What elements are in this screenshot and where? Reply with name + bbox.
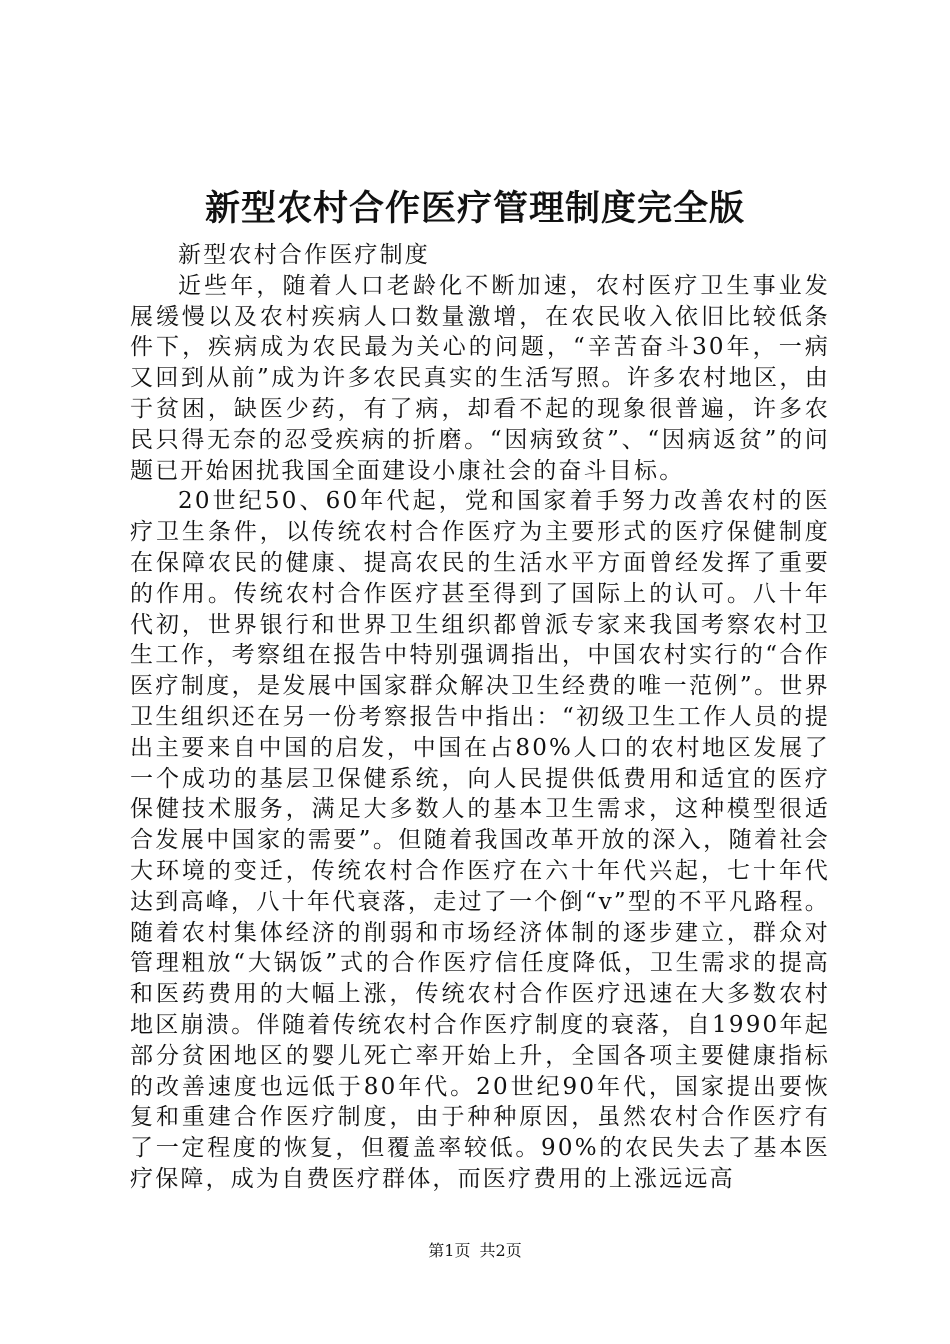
page-total: 共2页	[479, 1241, 522, 1260]
page-number: 第1页	[428, 1241, 471, 1260]
body-paragraph: 20世纪50、60年代起，党和国家着手努力改善农村的医疗卫生条件，以传统农村合作医疗为主要形式的医疗保健制度在保障农民的健康、提高农民的生活水平方面曾经发挥了重要的作用。传统农村合作医疗甚至得到了国际上的认可。八十年代初，世界银行和世界卫生组织都曾派专家来我国考察农村卫生工作，考察组在报告中特别强调指出，中国农村实行的“合作医疗制度，是发展中国家群众解决卫生经费的唯一范例”。世界卫生组织还在另一份考察报告中指出：“初级卫生工作人员的提出主要来自中国的启发，中国在占80%人口的农村地区发展了一个成功的基层卫保健系统，向人民提供低费用和适宜的医疗保健技术服务，满足大多数人的基本卫生需求，这种模型很适合发展中国家的需要”。但随着我国改革开放的深入，随着社会大环境的变迁，传统农村合作医疗在六十年代兴起，七十年代达到高峰，八十年代衰落，走过了一个倒“v”型的不平凡路程。随着农村集体经济的削弱和市场经济体制的逐步建立，群众对管理粗放“大锅饭”式的合作医疗信任度降低，卫生需求的提高和医药费用的大幅上涨，传统农村合作医疗迅速在大多数农村地区崩溃。伴随着传统农村合作医疗制度的衰落，自1990年起部分贫困地区的婴儿死亡率开始上升，全国各项主要健康指标的改善速度也远低于80年代。20世纪90年代，国家提出要恢复和重建合作医疗制度，由于种种原因，虽然农村合作医疗有了一定程度的恢复，但覆盖率较低。90%的农民失去了基本医疗保障，成为自费医疗群体，而医疗费用的上涨远远高	[130, 488, 830, 1192]
page-footer	[0, 1241, 950, 1261]
subtitle-paragraph: 新型农村合作医疗制度	[178, 242, 430, 268]
page-title: 新型农村合作医疗管理制度完全版	[204, 188, 745, 229]
body-paragraph: 近些年，随着人口老龄化不断加速，农村医疗卫生事业发展缓慢以及农村疾病人口数量激增，在农民收入依旧比较低条件下，疾病成为农民最为关心的问题，“辛苦奋斗30年，一病又回到从前”成为许多农民真实的生活写照。许多农村地区，由于贫困，缺医少药，有了病，却看不起的现象很普遍，许多农民只得无奈的忍受疾病的折磨。“因病致贫”、“因病返贫”的问题已开始困扰我国全面建设小康社会的奋斗目标。	[130, 272, 830, 484]
document-body	[130, 240, 830, 1195]
